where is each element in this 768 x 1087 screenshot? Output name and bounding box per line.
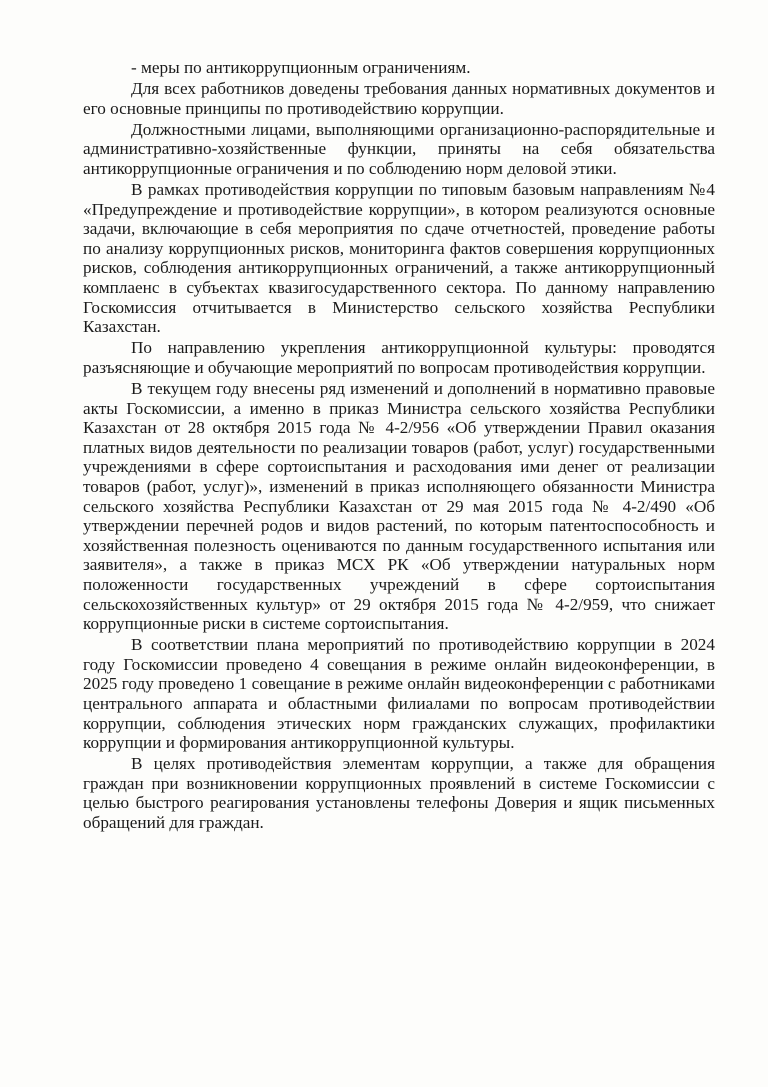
- paragraph-requirements-communicated: Для всех работников доведены требования данных нормативных документов и его основные принципы по противодействию коррупции.: [83, 79, 715, 118]
- paragraph-anticorruption-culture: По направлению укрепления антикоррупционной культуры: проводятся разъясняющие и обучающие мероприятий по вопросам противодействия коррупции.: [83, 338, 715, 377]
- document-body: [83, 58, 715, 834]
- paragraph-trust-phones: В целях противодействия элементам коррупции, а также для обращения граждан при возникновении коррупционных проявлений в системе Госкомиссии с целью быстрого реагирования установлены телефоны Доверия и ящик письменных обращений для граждан.: [83, 754, 715, 833]
- paragraph-anticorruption-restrictions: - меры по антикоррупционным ограничениям.: [131, 58, 471, 77]
- paragraph-meetings-2024-2025: В соответствии плана мероприятий по противодействию коррупции в 2024 году Госкомиссии проведено 4 совещания в режиме онлайн видеоконференции, в 2025 году проведено 1 совещание в режиме онлайн видеоконференции с работниками центрального аппарата и областными филиалами по вопросам противодействии коррупции, соблюдения этических норм гражданских служащих, профилактики коррупции и формирования антикоррупционной культуры.: [83, 635, 715, 753]
- paragraph-officials-obligations: Должностными лицами, выполняющими организационно-распорядительные и административно-хозяйственные функции, приняты на себя обязательства антикоррупционные ограничения и по соблюдению норм деловой этики.: [83, 119, 715, 178]
- paragraph-normative-acts-changes: В текущем году внесены ряд изменений и дополнений в нормативно правовые акты Госкомиссии, а именно в приказ Министра сельского хозяйства Республики Казахстан от 28 октября 2015 года № 4-2/956 «Об утверждении Правил оказания платных видов деятельности по реализации товаров (работ, услуг) государственными учреждениями в сфере сортоиспытания и расходования ими денег от реализации товаров (работ, услуг)», изменений в приказ исполняющего обязанности Министра сельского хозяйства Республики Казахстан от 29 мая 2015 года № 4-2/490 «Об утверждении перечней родов и видов растений, по которым патентоспособность и хозяйственная полезность оцениваются по данным государственного испытания или заявителя», а также в приказ МСХ РК «Об утверждении натуральных норм положенности государственных учреждений в сфере сортоиспытания сельскохозяйственных культур» от 29 октября 2015 года № 4-2/959, что снижает коррупционные риски в системе сортоиспытания.: [83, 379, 715, 634]
- paragraph-direction-4: В рамках противодействия коррупции по типовым базовым направлениям №4 «Предупреждение и противодействие коррупции», в котором реализуются основные задачи, включающие в себя мероприятия по сдаче отчетностей, проведение работы по анализу коррупционных рисков, мониторинга фактов совершения коррупционных рисков, соблюдения антикоррупционных ограничений, а также антикоррупционный комплаенс в субъектах квазигосударственного сектора. По данному направлению Госкомиссия отчитывается в Министерство сельского хозяйства Республики Казахстан.: [83, 180, 715, 337]
